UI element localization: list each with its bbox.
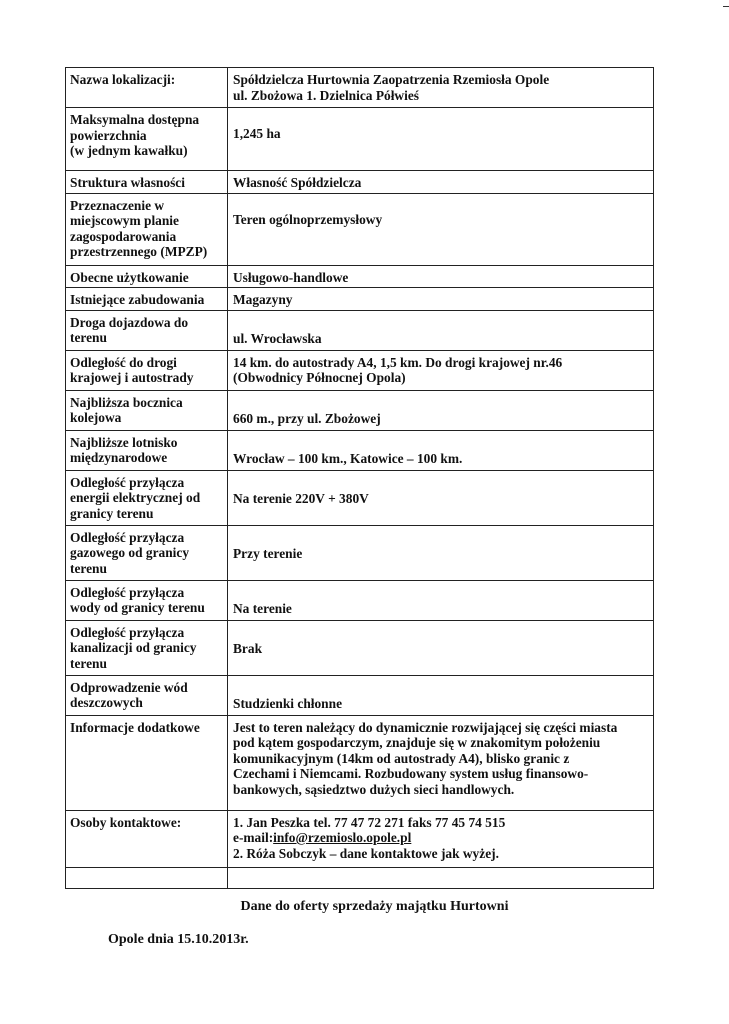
value-line: Na terenie (233, 600, 292, 616)
value-line: (Obwodnicy Północnej Opola) (233, 370, 406, 385)
row-label (66, 715, 228, 810)
value-line: Usługowo-handlowe (233, 269, 349, 285)
value-line: Spółdzielcza Hurtownia Zaopatrzenia Rzemiosła Opole (233, 72, 550, 87)
table-row (66, 620, 654, 675)
label-line: przestrzennego (MPZP) (70, 244, 208, 259)
table-row (66, 525, 654, 580)
row-value (228, 525, 654, 580)
value-line: Własność Spółdzielcza (233, 175, 362, 190)
value-line: Czechami i Niemcami. Rozbudowany system usług finansowo- (233, 766, 589, 781)
label-line: kolejowa (70, 410, 122, 425)
value-line: Teren ogólnoprzemysłowy (233, 211, 383, 227)
label-line: Informacje dodatkowe (70, 719, 200, 735)
empty-cell (228, 867, 654, 888)
row-value (228, 470, 654, 525)
label-line: Struktura własności (70, 175, 185, 190)
label-line: Odległość przyłącza (70, 529, 185, 545)
table-row (66, 68, 654, 108)
value-line: ul. Wrocławska (233, 330, 322, 346)
value-line: 1,245 ha (233, 126, 281, 141)
value-line: Studzienki chłonne (233, 695, 343, 711)
row-label (66, 580, 228, 620)
value-line: Brak (233, 640, 263, 656)
value-line: 1. Jan Peszka tel. 77 47 72 271 faks 77 45 74 515 (233, 814, 506, 830)
email-line (233, 830, 649, 846)
label-line: kanalizacji od granicy (70, 640, 197, 655)
table-row (66, 580, 654, 620)
value-line: Przy terenie (233, 545, 303, 561)
label-line: powierzchnia (70, 127, 147, 143)
row-value (228, 715, 654, 810)
row-value (228, 68, 654, 108)
table-row (66, 470, 654, 525)
row-label (66, 810, 228, 867)
row-value (228, 288, 654, 311)
row-label (66, 350, 228, 390)
label-line: Odległość do drogi (70, 354, 177, 370)
row-value (228, 580, 654, 620)
row-label (66, 470, 228, 525)
label-line: krajowej i autostrady (70, 370, 194, 385)
value-line: Jest to teren należący do dynamicznie rozwijającej się części miasta (233, 719, 618, 735)
row-label (66, 171, 228, 194)
row-label (66, 390, 228, 430)
label-line: Nazwa lokalizacji: (70, 72, 176, 87)
row-value (228, 620, 654, 675)
value-line: Na terenie 220V + 380V (233, 490, 369, 506)
row-value (228, 310, 654, 350)
label-line: Odprowadzenie wód (70, 679, 188, 695)
location-info-table (65, 67, 654, 889)
row-value (228, 108, 654, 171)
label-line: Odległość przyłącza (70, 474, 185, 490)
email-link[interactable]: info@rzemioslo.opole.pl (273, 830, 412, 845)
table-row (66, 288, 654, 311)
table-row (66, 675, 654, 715)
value-line: Wrocław – 100 km., Katowice – 100 km. (233, 450, 463, 466)
row-label (66, 620, 228, 675)
row-label (66, 265, 228, 288)
row-label (66, 525, 228, 580)
label-line: energii elektrycznej od (70, 490, 201, 505)
label-line: Istniejące zabudowania (70, 292, 205, 307)
row-label (66, 108, 228, 171)
row-label (66, 675, 228, 715)
table-row (66, 390, 654, 430)
document-date: Opole dnia 15.10.2013r. (108, 932, 249, 947)
label-line: Osoby kontaktowe: (70, 814, 182, 830)
label-line: Najbliższe lotnisko (70, 434, 178, 450)
row-value (228, 193, 654, 265)
row-value (228, 265, 654, 288)
label-line: wody od granicy terenu (70, 600, 205, 615)
label-line: Droga dojazdowa do (70, 314, 189, 330)
label-line: terenu (70, 560, 107, 576)
document-caption: Dane do oferty sprzedaży majątku Hurtowni (240, 899, 509, 914)
label-line: terenu (70, 330, 107, 345)
value-line: bankowych, sąsiedztwo dużych sieci handlowych. (233, 781, 515, 797)
value-line: 14 km. do autostrady A4, 1,5 km. Do drogi krajowej nr.46 (233, 354, 563, 370)
table-row (66, 171, 654, 194)
label-line: (w jednym kawałku) (70, 143, 188, 158)
row-value (228, 675, 654, 715)
value-line: Magazyny (233, 292, 293, 307)
label-line: deszczowych (70, 695, 143, 710)
label-line: Przeznaczenie w (70, 197, 165, 213)
label-line: terenu (70, 655, 107, 671)
label-line: Obecne użytkowanie (70, 269, 189, 285)
table-row (66, 715, 654, 810)
row-value (228, 171, 654, 194)
label-line: Maksymalna dostępna (70, 112, 200, 127)
row-label (66, 68, 228, 108)
label-line: miejscowym planie (70, 213, 179, 228)
page-corner-mark (723, 6, 729, 7)
label-line: zagospodarowania (70, 228, 177, 244)
row-label (66, 288, 228, 311)
label-line: Odległość przyłącza (70, 624, 185, 640)
row-value (228, 430, 654, 470)
row-label (66, 310, 228, 350)
label-line: międzynarodowe (70, 450, 168, 465)
value-line: 2. Róża Sobczyk – dane kontaktowe jak wyżej. (233, 845, 499, 861)
label-line: gazowego od granicy (70, 545, 190, 560)
table-row (66, 350, 654, 390)
row-label (66, 193, 228, 265)
row-label (66, 430, 228, 470)
table-row (66, 310, 654, 350)
table-row (66, 265, 654, 288)
row-value (228, 350, 654, 390)
table-row (66, 108, 654, 171)
label-line: Odległość przyłącza (70, 584, 185, 600)
value-line: ul. Zbożowa 1. Dzielnica Półwieś (233, 87, 419, 103)
table-row (66, 430, 654, 470)
row-value (228, 810, 654, 867)
value-line: pod kątem gospodarczym, znajduje się w znakomitym położeniu (233, 735, 601, 750)
value-line: 660 m., przy ul. Zbożowej (233, 410, 381, 426)
empty-table-row (66, 867, 654, 888)
label-line: Najbliższa bocznica (70, 394, 183, 410)
value-line: komunikacyjnym (14km od autostrady A4), blisko granic z (233, 750, 570, 766)
table-row (66, 193, 654, 265)
row-value (228, 390, 654, 430)
email-prefix: e-mail: (233, 830, 274, 845)
empty-cell (66, 867, 228, 888)
table-row (66, 810, 654, 867)
label-line: granicy terenu (70, 505, 154, 521)
